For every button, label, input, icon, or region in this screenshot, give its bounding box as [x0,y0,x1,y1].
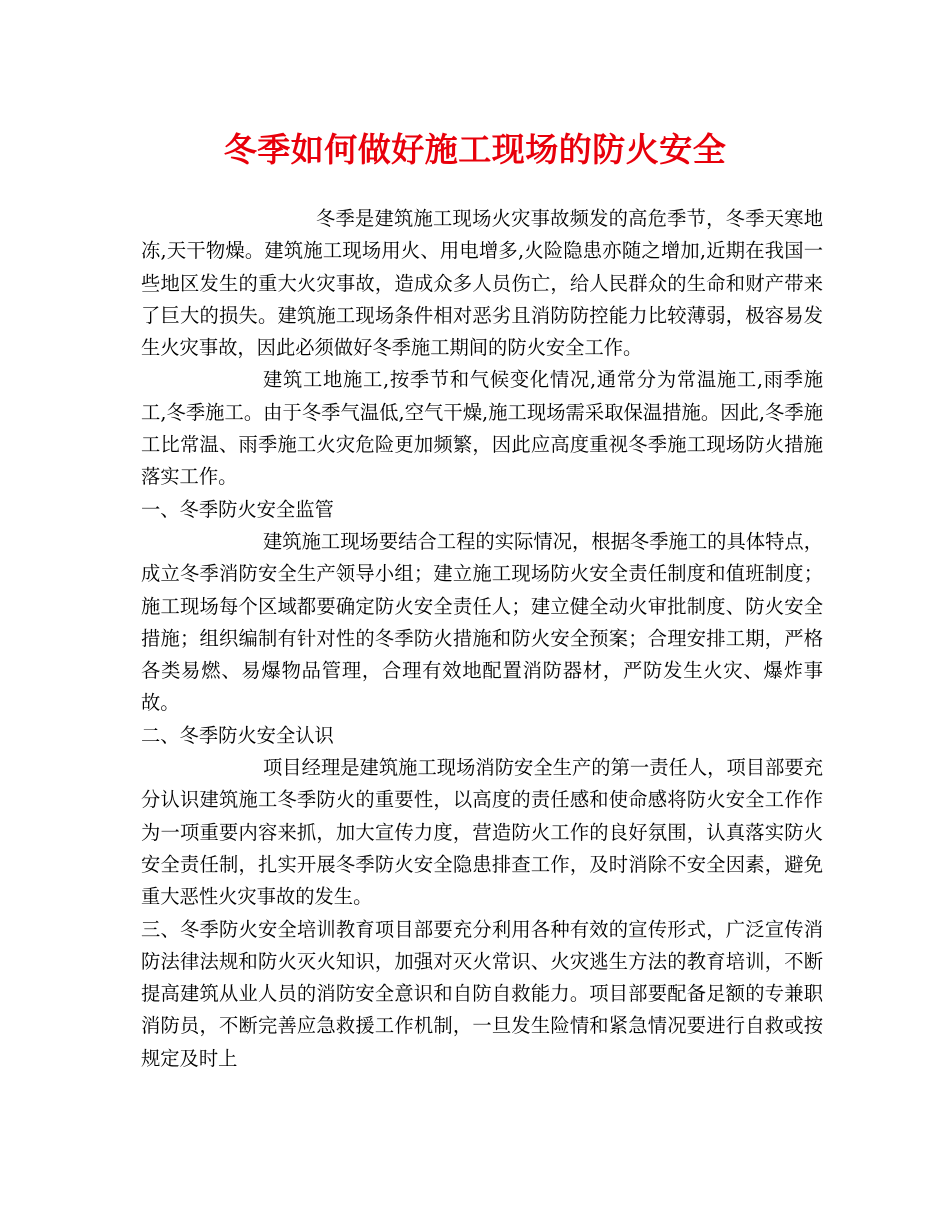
section-heading-supervision: 一、冬季防火安全监管 [141,497,334,521]
paragraph-supervision: 建筑施工现场要结合工程的实际情况，根据冬季施工的具体特点，成立冬季消防安全生产领导小组；建立施工现场防火安全责任制度和值班制度；施工现场每个区域都要确定防火安全责任人；建立健全动火审批制度、防火安全措施；组织编制有针对性的冬季防火措施和防火安全预案；合理安排工期，严格各类易燃、易爆物品管理，合理有效地配置消防器材，严防发生火灾、爆炸事故。 [141,529,823,715]
paragraph-seasons: 建筑工地施工,按季节和气候变化情况,通常分为常温施工,雨季施工,冬季施工。由于冬季气温低,空气干燥,施工现场需采取保温措施。因此,冬季施工比常温、雨季施工火灾危险更加频繁，因此应高度重视冬季施工现场防火措施落实工作。 [141,368,823,489]
section-heading-awareness: 二、冬季防火安全认识 [141,723,334,747]
paragraph-awareness: 项目经理是建筑施工现场消防安全生产的第一责任人，项目部要充分认识建筑施工冬季防火的重要性，以高度的责任感和使命感将防火安全工作作为一项重要内容来抓，加大宣传力度，营造防火工作的良好氛围，认真落实防火安全责任制，扎实开展冬季防火安全隐患排查工作，及时消除不安全因素，避免重大恶性火灾事故的发生。 [141,756,823,909]
document-body [141,203,823,1075]
paragraph-intro: 冬季是建筑施工现场火灾事故频发的高危季节，冬季天寒地冻,天干物燥。建筑施工现场用火、用电增多,火险隐患亦随之增加,近期在我国一些地区发生的重大火灾事故，造成众多人员伤亡，给人民群众的生命和财产带来了巨大的损失。建筑施工现场条件相对恶劣且消防防控能力比较薄弱，极容易发生火灾事故，因此必须做好冬季施工期间的防火安全工作。 [141,207,823,360]
paragraph-training: 三、冬季防火安全培训教育项目部要充分利用各种有效的宣传形式，广泛宣传消防法律法规和防火灭火知识，加强对灭火常识、火灾逃生方法的教育培训，不断提高建筑从业人员的消防安全意识和自防自救能力。项目部要配备足额的专兼职消防员，不断完善应急救援工作机制，一旦发生险情和紧急情况要进行自救或按规定及时上 [141,917,823,1070]
document-title: 冬季如何做好施工现场的防火安全 [223,130,727,169]
